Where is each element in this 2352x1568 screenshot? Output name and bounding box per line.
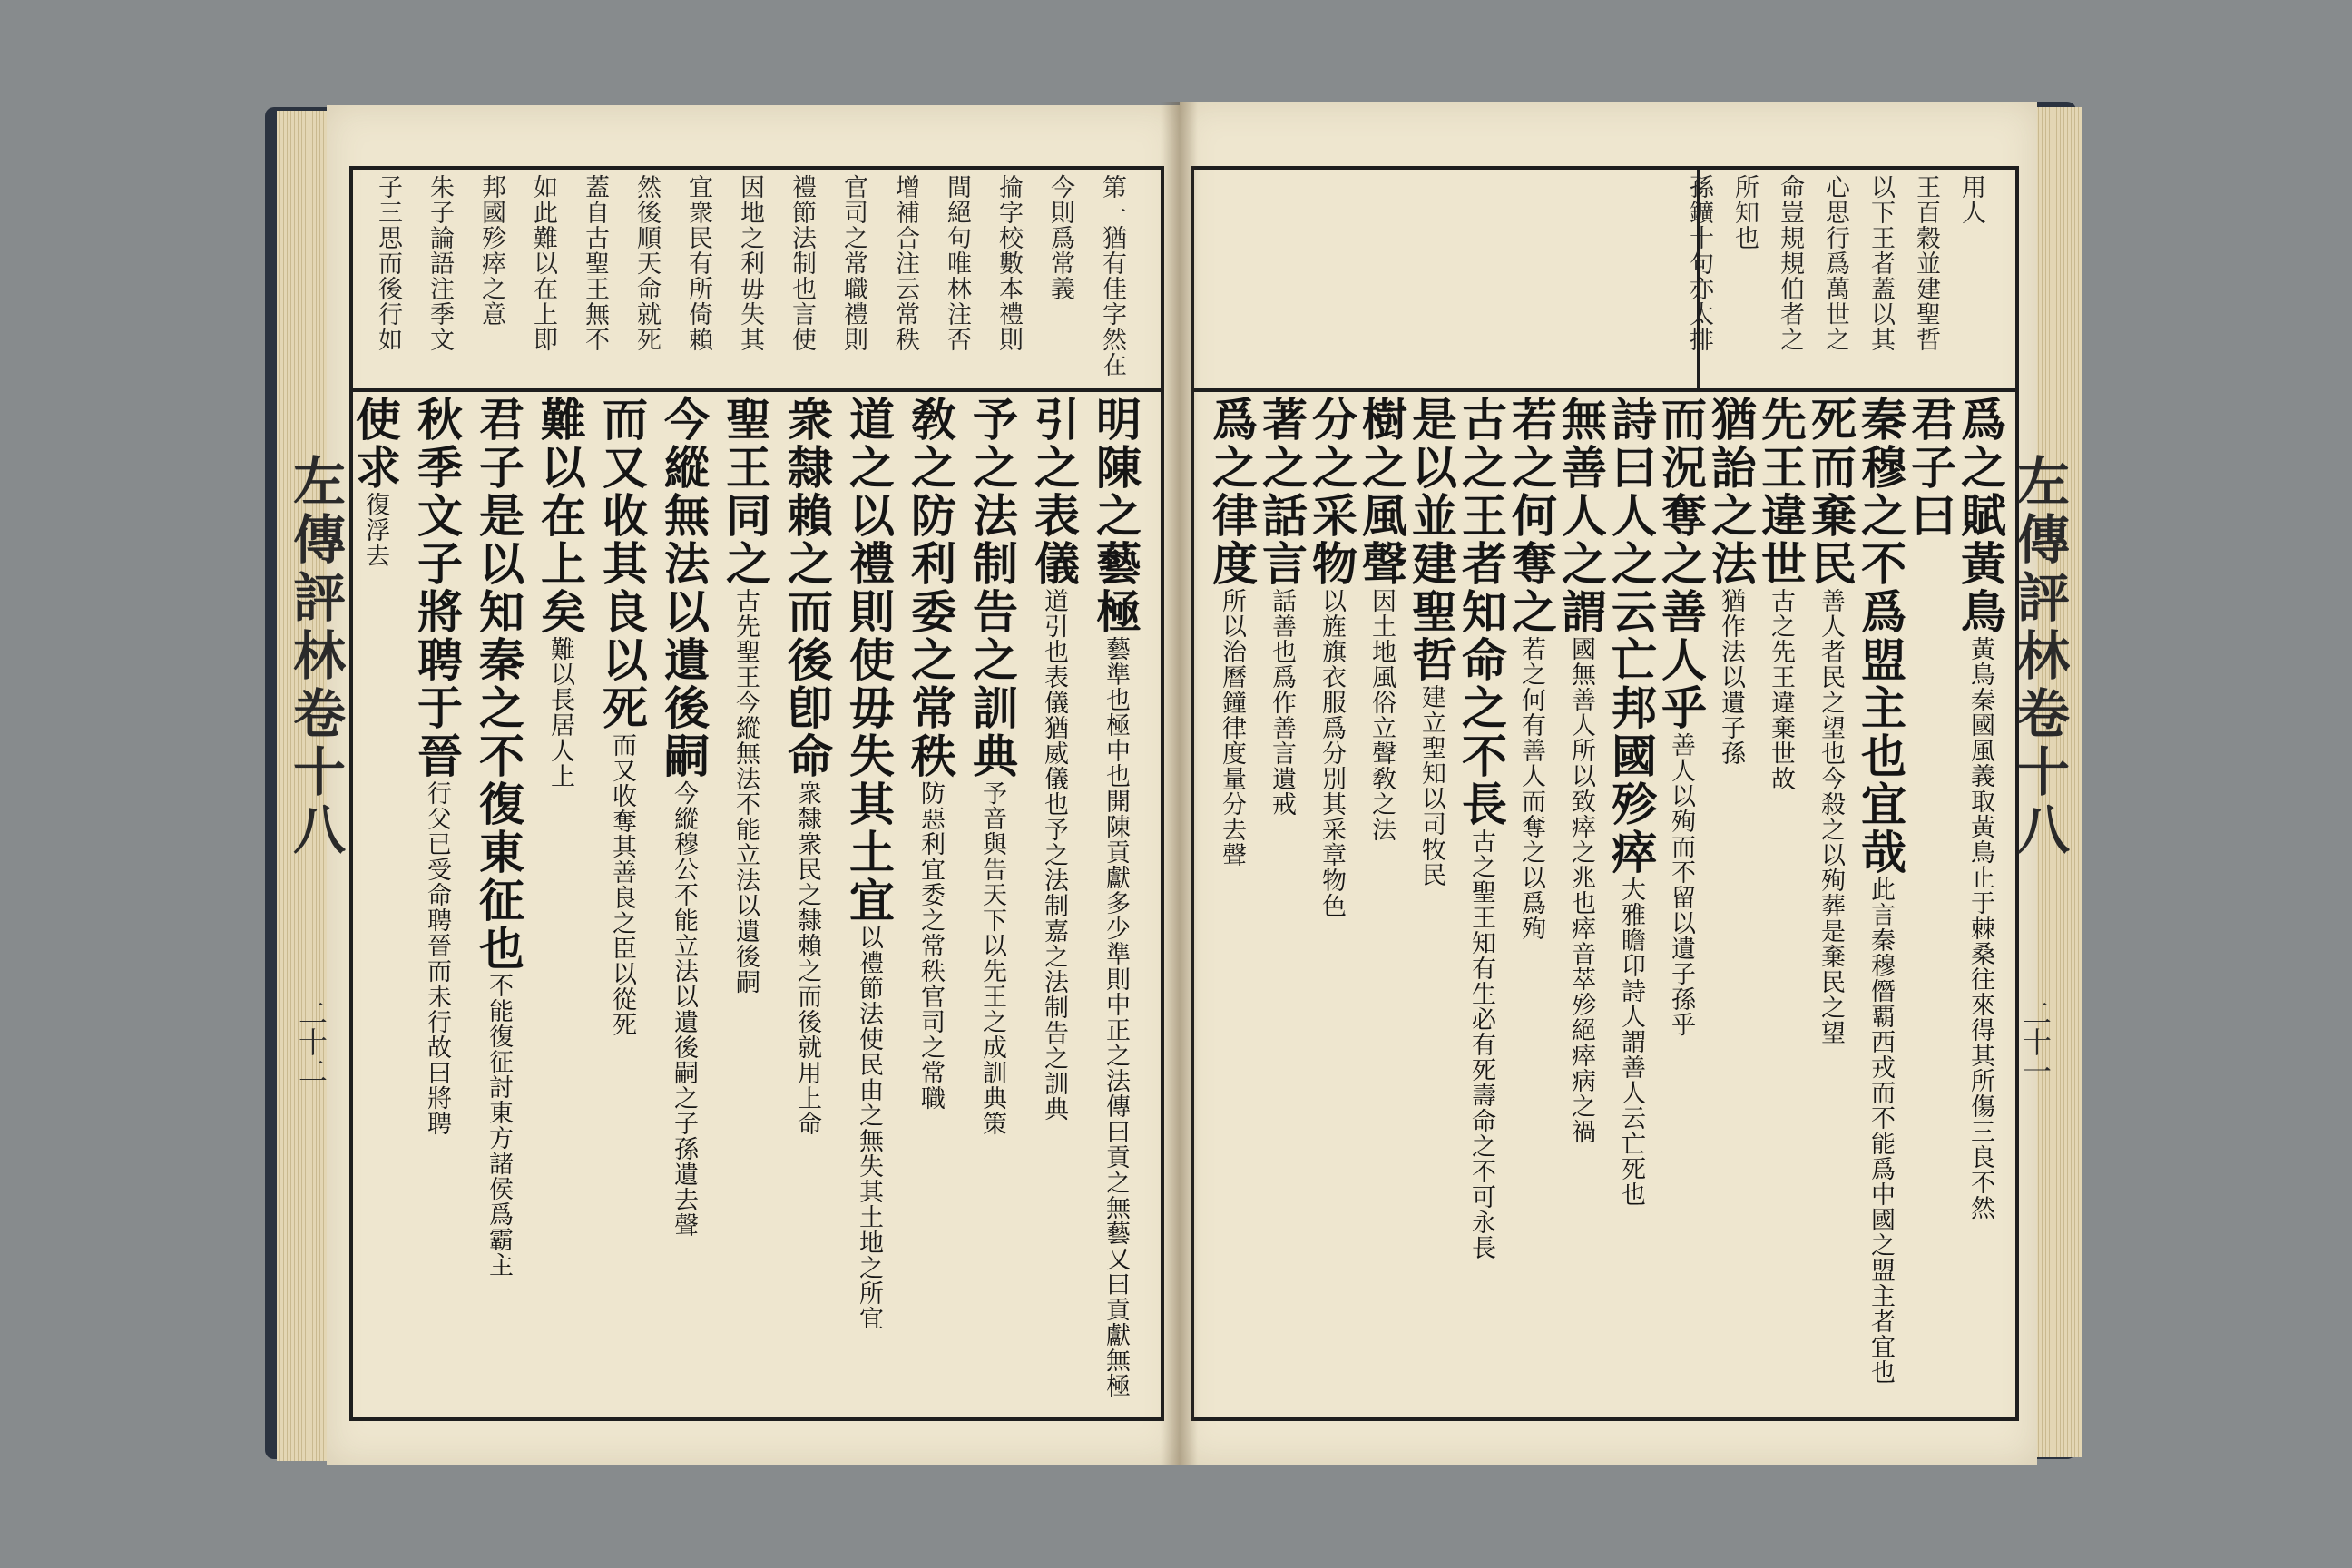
commentary-text: 若之何有善人而奪之以爲殉 (1517, 636, 1545, 941)
header-note-column: 蓋自古聖王無不 (581, 174, 609, 352)
header-note-column: 如此難以在上即 (529, 174, 557, 352)
header-note-column: 邦國殄瘁之意 (477, 174, 505, 327)
commentary-text: 今縱穆公不能立法以遺後嗣之子孫遺去聲 (670, 780, 698, 1238)
header-note-column: 所知也 (1730, 174, 1759, 250)
commentary-text: 藝準也極中也開陳貢獻多少準則中正之法傳曰貢之無藝又曰貢獻無極 (1102, 636, 1130, 1398)
main-text: 爲之賦黃鳥 (1954, 396, 2007, 636)
main-text: 古之王者知命之不長 (1455, 396, 1508, 828)
header-note-column: 官司之常職禮則 (839, 174, 867, 352)
header-note-column: 增補合注云常秩 (891, 174, 919, 352)
main-text: 聖王同之 (719, 396, 772, 588)
text-column (410, 396, 463, 1412)
text-column (1704, 396, 1757, 1412)
commentary-text: 因土地風俗立聲敎之法 (1367, 588, 1396, 842)
right-margin-title: 左傳評林卷十八 (2008, 454, 2070, 860)
header-note-column: 心思行爲萬世之 (1821, 174, 1849, 352)
main-text: 猶詒之法 (1704, 396, 1758, 588)
text-column (1355, 396, 1407, 1412)
header-note-column: 然後順天命就死 (632, 174, 661, 352)
commentary-text: 予音與告天下以先王之成訓典策 (978, 780, 1006, 1136)
main-text: 先王違世 (1754, 396, 1808, 588)
text-column (780, 396, 833, 1412)
header-note-column: 以下王者蓋以其 (1867, 174, 1895, 352)
main-text: 著之話言 (1255, 396, 1308, 588)
left-folio: 二十二 (294, 998, 328, 1085)
commentary-text: 古之先王違棄世故 (1767, 588, 1795, 791)
text-column (1455, 396, 1507, 1412)
main-text: 予之法制告之訓典 (965, 396, 1019, 780)
commentary-text: 話善也爲作善言遺戒 (1268, 588, 1296, 817)
right-register-divider (1191, 388, 2015, 392)
commentary-text: 古之聖王知有生必有死壽命之不可永長 (1467, 828, 1495, 1260)
main-text: 秦穆之不爲盟主也宜哉 (1854, 396, 1907, 877)
commentary-text: 行父已受命聘晉而未行故曰將聘 (423, 780, 451, 1136)
text-column (348, 396, 401, 1412)
left-margin-title: 左傳評林卷十八 (284, 454, 346, 860)
right-folio: 二十一 (2018, 998, 2053, 1085)
commentary-text: 大雅瞻卬詩人謂善人云亡死也 (1617, 877, 1645, 1207)
header-note-column: 掄字校數本禮則 (995, 174, 1023, 352)
commentary-text: 以旌旗衣服爲分別其采章物色 (1318, 588, 1346, 918)
main-text: 是以並建聖哲 (1405, 396, 1458, 684)
header-note-column: 王百穀並建聖哲 (1912, 174, 1940, 352)
text-column (1089, 396, 1142, 1412)
text-column (472, 396, 524, 1412)
main-text: 敎之防利委之常秩 (904, 396, 957, 780)
commentary-text: 建立聖知以司牧民 (1417, 684, 1446, 887)
text-column (1255, 396, 1308, 1412)
commentary-text: 古先聖王今縱無法不能立法以遺後嗣 (731, 588, 760, 995)
header-note-column: 用人 (1957, 174, 1985, 225)
text-column (1405, 396, 1457, 1412)
header-note-column: 孫鑛十句亦太排 (1685, 174, 1713, 352)
main-text: 若之何奪之 (1504, 396, 1558, 636)
commentary-text: 道引也表儀猶威儀也予之法制嘉之法制告之訓典 (1040, 588, 1068, 1122)
text-column (1305, 396, 1357, 1412)
main-text: 無善人之謂 (1554, 396, 1608, 636)
commentary-text: 所以治曆鐘律度量分去聲 (1218, 588, 1246, 867)
text-column (719, 396, 771, 1412)
text-column (965, 396, 1018, 1412)
header-note-column: 今則爲常義 (1046, 174, 1074, 301)
main-text: 君子曰 (1904, 396, 1957, 540)
text-column (1754, 396, 1807, 1412)
commentary-text: 猶作法以遺子孫 (1717, 588, 1745, 766)
text-column (904, 396, 956, 1412)
commentary-text: 黃鳥秦國風義取黃鳥止于棘桑往來得其所傷三良不然 (1966, 636, 1994, 1220)
text-column (1904, 396, 1956, 1412)
header-note-column: 宜衆民有所倚賴 (684, 174, 712, 352)
commentary-text: 復浮去 (361, 492, 389, 568)
main-text: 明陳之藝極 (1089, 396, 1142, 636)
text-column (1954, 396, 2006, 1412)
text-column (1804, 396, 1857, 1412)
main-text: 死而棄民 (1804, 396, 1857, 588)
header-note-column: 禮節法制也言使 (788, 174, 816, 352)
text-column (595, 396, 648, 1412)
main-text: 今縱無法以遺後嗣 (657, 396, 710, 780)
main-text: 衆隸賴之而後卽命 (780, 396, 834, 780)
main-text: 爲之律度 (1205, 396, 1259, 588)
main-text: 君子是以知秦之不復東征也 (472, 396, 525, 973)
header-note-column: 命豈規規伯者之 (1776, 174, 1804, 352)
text-column (842, 396, 895, 1412)
header-note-column: 第一猶有佳字然在 (1098, 174, 1126, 377)
commentary-text: 而又收奪其善良之臣以從死 (608, 732, 636, 1037)
commentary-text: 以禮節法使民由之無失其土地之所宜 (855, 925, 883, 1331)
commentary-text: 此言秦穆僭覇西戎而不能爲中國之盟主者宜也 (1867, 877, 1895, 1385)
text-column (1554, 396, 1607, 1412)
book-gutter (1161, 102, 1198, 1465)
text-column (1854, 396, 1906, 1412)
header-note-column: 間絕句唯林注否 (943, 174, 971, 352)
text-column (1205, 396, 1258, 1412)
commentary-text: 難以長居人上 (546, 636, 574, 789)
text-column (1654, 396, 1707, 1412)
main-text: 難以在上矣 (534, 396, 587, 636)
header-note-column: 子三思而後行如 (374, 174, 402, 352)
main-text: 秋季文子將聘于晉 (410, 396, 464, 780)
main-text: 樹之風聲 (1355, 396, 1408, 588)
text-column (657, 396, 710, 1412)
commentary-text: 不能復征討東方諸侯爲霸主 (485, 973, 513, 1278)
left-register-divider (349, 388, 1161, 392)
main-text: 使求 (348, 396, 402, 492)
commentary-text: 衆隸衆民之隸賴之而後就用上命 (793, 780, 821, 1136)
text-column (1504, 396, 1557, 1412)
main-text: 而況奪之善人乎 (1654, 396, 1708, 732)
main-text: 引之表儀 (1027, 396, 1081, 588)
text-column (1027, 396, 1080, 1412)
main-text: 分之采物 (1305, 396, 1358, 588)
main-text: 詩曰人之云亡邦國殄瘁 (1604, 396, 1658, 877)
commentary-text: 善人以殉而不留以遺子孫乎 (1667, 732, 1695, 1037)
header-note-column: 因地之利毋失其 (736, 174, 764, 352)
main-text: 道之以禮則使毋失其土宜 (842, 396, 896, 925)
main-text: 而又收其良以死 (595, 396, 649, 732)
header-note-column: 朱子論語注季文 (426, 174, 454, 352)
commentary-text: 國無善人所以致瘁之兆也瘁音萃殄絕瘁病之禍 (1567, 636, 1595, 1144)
commentary-text: 善人者民之望也今殺之以殉葬是棄民之望 (1817, 588, 1845, 1045)
text-column (1604, 396, 1657, 1412)
text-column (534, 396, 586, 1412)
commentary-text: 防惡利宜委之常秩官司之常職 (916, 780, 945, 1111)
